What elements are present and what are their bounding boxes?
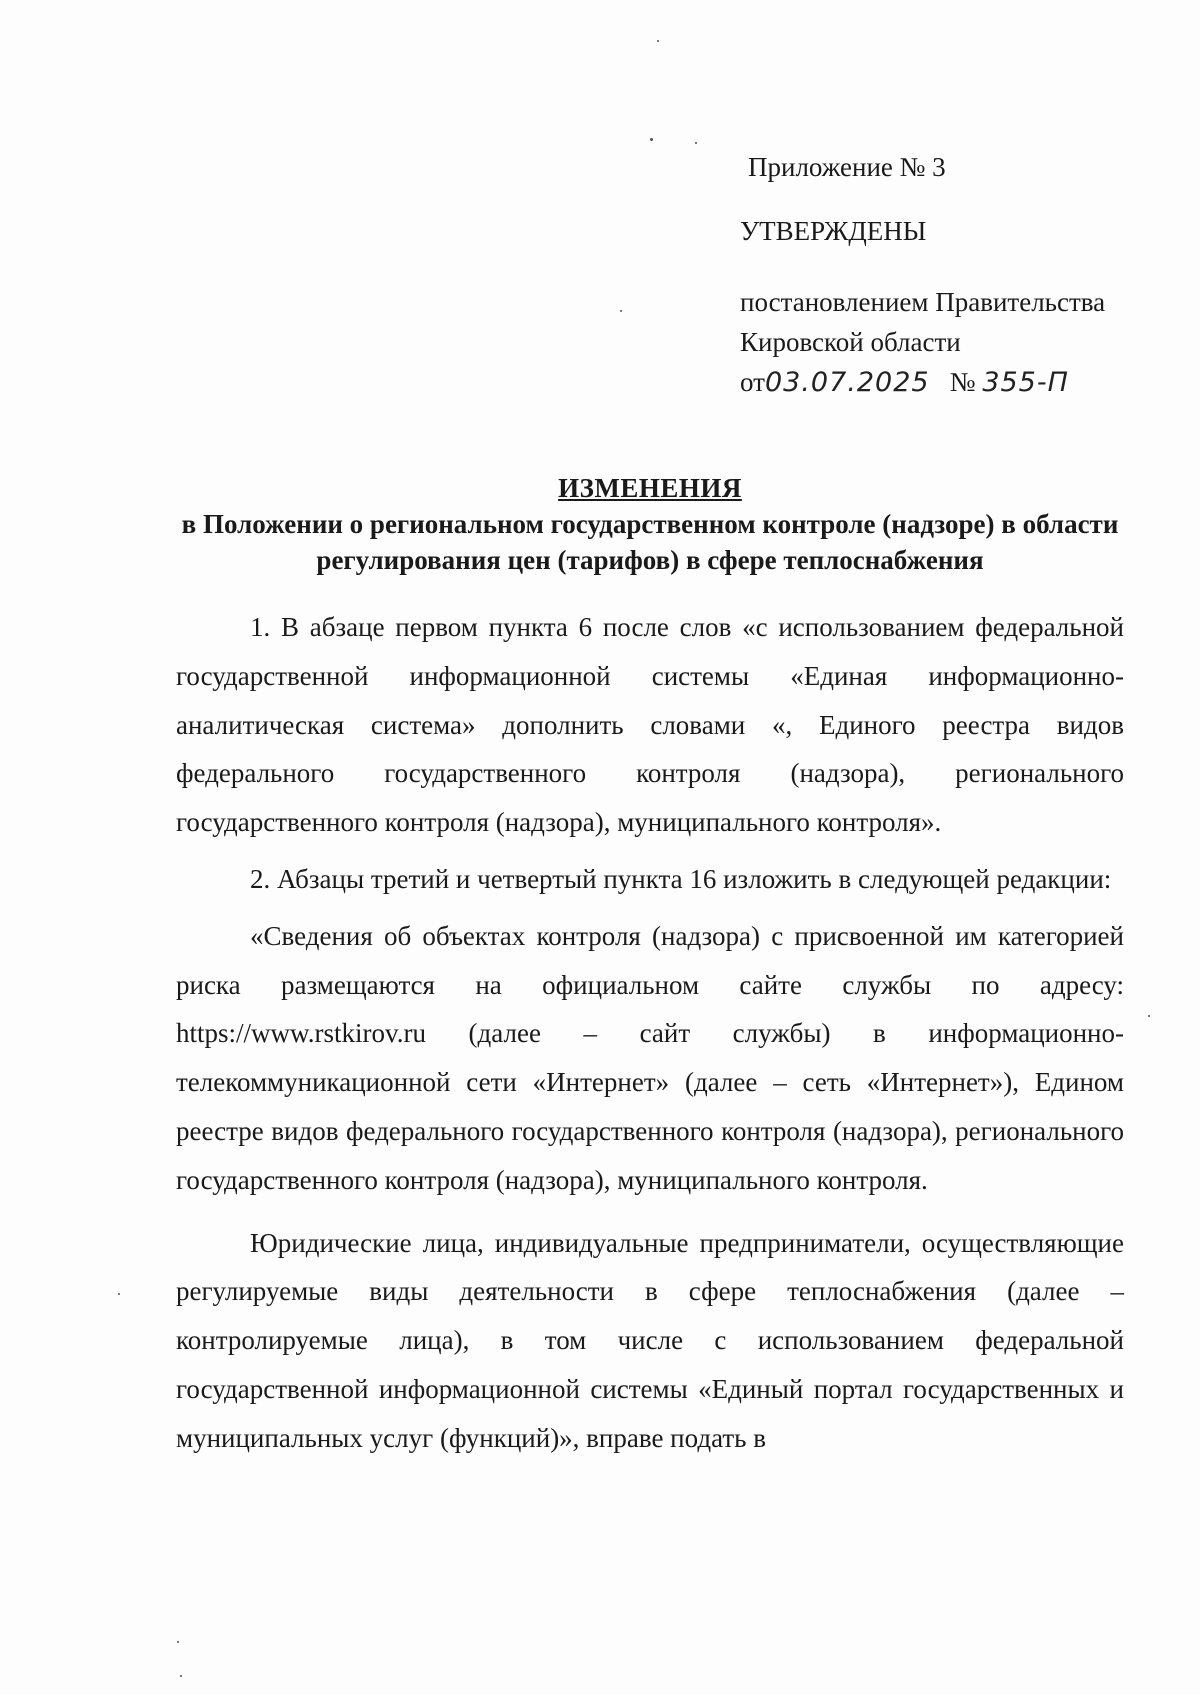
appendix-label: Приложение № 3 [748, 152, 946, 182]
decree-line-2: Кировской области [740, 327, 961, 357]
scan-speck [657, 40, 659, 42]
scan-speck [177, 1641, 179, 1643]
document-subtitle: в Положении о региональном государственном контроле (надзоре) в области регулирования цен (тарифов) в сфере теплоснабжения [181, 509, 1119, 575]
scan-speck [180, 1675, 182, 1677]
document-body [176, 603, 1124, 1463]
paragraph-1: 1. В абзаце первом пункта 6 после слов «с использованием федеральной государственной информационной системы «Единая информационно-аналитическая система» дополнить словами «, Единого реестра видов федерального государственного контроля (надзора), регионального государственного контроля (надзора), муниципального контроля». [176, 612, 1124, 838]
handwritten-date: 03.07.2025 [764, 367, 930, 398]
document-title: ИЗМЕНЕНИЯ [558, 473, 742, 503]
scan-speck [1148, 1015, 1150, 1017]
decree-dateline [740, 362, 1105, 402]
scan-speck [650, 138, 653, 141]
scan-speck [620, 310, 622, 312]
scan-speck [118, 1293, 120, 1295]
document-heading [170, 470, 1130, 578]
approved-label: УТВЕРЖДЕНЫ [740, 216, 927, 246]
number-prefix: № [949, 367, 976, 397]
paragraph-4: Юридические лица, индивидуальные предприниматели, осуществляющие регулируемые виды деятельности в сфере теплоснабжения (далее – контролируемые лица), в том числе с использованием федеральной государственной информационной системы «Единый портал государственных и муниципальных услуг (функций)», вправе подать в [176, 1227, 1124, 1453]
date-prefix: от [740, 367, 765, 397]
handwritten-number: 355-П [982, 367, 1069, 398]
paragraph-2: 2. Абзацы третий и четвертый пункта 16 изложить в следующей редакции: [250, 863, 1112, 894]
decree-line-1: постановлением Правительства [740, 287, 1106, 317]
decree-reference [740, 282, 1105, 402]
paragraph-3: «Сведения об объектах контроля (надзора) с присвоенной им категорией риска размещаются на официальном сайте службы по адресу: https://www.rstkirov.ru (далее – сайт службы) в информационно-телекоммуникационной сети «Интернет» (далее – сеть «Интернет»), Едином реестре видов федерального государственного контроля (надзора), регионального государственного контроля (надзора), муниципального контроля. [176, 920, 1124, 1195]
approval-block [740, 150, 1160, 398]
scan-speck [695, 142, 697, 144]
